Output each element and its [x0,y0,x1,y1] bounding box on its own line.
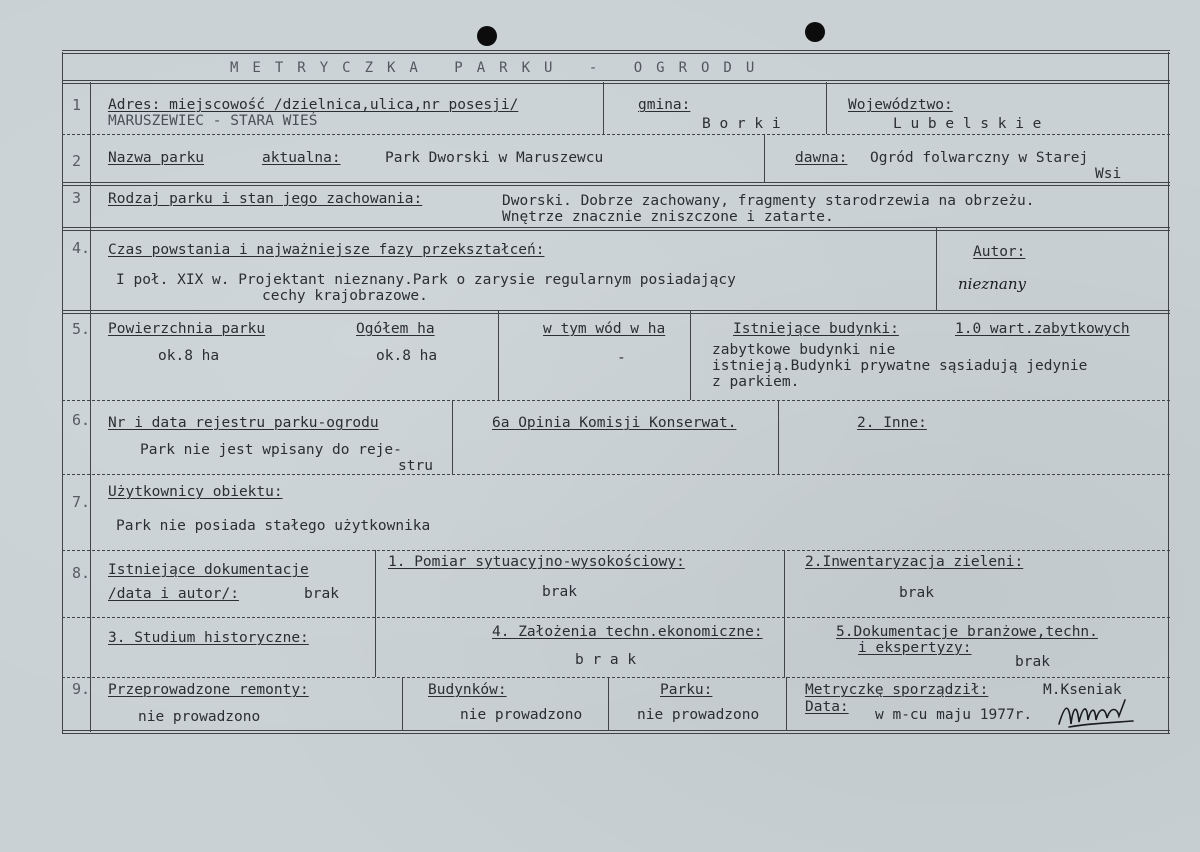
row-number-2: 2 [72,152,82,170]
r4-divider [936,228,937,310]
date-value: w m-cu maju 1977r. [875,707,1033,723]
voivodeship-value: L u b e l s k i e [893,116,1042,132]
rule-row2 [62,182,1170,186]
row-number-5: 5. [72,320,91,338]
park-type-value: Dworski. Dobrze zachowany, fragmenty starodrzewia na obrzeżu. [502,193,1035,209]
former-name-value-cont: Wsi [1095,166,1122,182]
origin-value: I poł. XIX w. Projektant nieznany.Park o zarysie regularnym posiadający [116,272,736,288]
punch-hole-left [477,26,497,46]
rule-row5 [62,400,1170,401]
branch-docs-value: brak [1015,654,1050,670]
buildings-label: Istniejące budynki: [733,321,899,337]
greenery-inventory-label: 2.Inwentaryzacja zieleni: [805,554,1024,570]
area-value: ok.8 ha [158,348,220,364]
survey-value: brak [542,584,577,600]
area-label: Powierzchnia parku [108,321,266,337]
park-type-value-cont: Wnętrze znacznie zniszczone i zatarte. [502,209,834,225]
row-number-7: 7. [72,493,91,511]
park-type-label: Rodzaj parku i stan jego zachowania: [108,191,423,207]
r8-divider-2 [784,550,785,677]
former-name-label: dawna: [795,150,848,166]
register-value-cont: stru [398,458,433,474]
current-name-value: Park Dworski w Maruszewcu [385,150,604,166]
origin-value-cont: cechy krajobrazowe. [262,288,428,304]
r1-divider-2 [826,82,827,134]
date-label: Data: [805,699,849,715]
r5-divider-1 [498,310,499,400]
economic-plan-label: 4. Założenia techn.ekonomiczne: [492,624,763,640]
rule-row7 [62,550,1170,551]
rule-top [62,50,1170,54]
rule-row6 [62,474,1170,475]
rule-row4 [62,310,1170,314]
documentation-value: brak [304,586,339,602]
current-name-label: aktualna: [262,150,341,166]
repairs-value: nie prowadzono [138,709,261,725]
prepared-by-value: M.Kseniak [1043,682,1122,698]
origin-label: Czas powstania i najważniejsze fazy przekształceń: [108,242,545,258]
row-number-9: 9. [72,680,91,698]
border-left [62,52,63,734]
border-right [1168,52,1169,734]
r5-divider-2 [690,310,691,400]
total-label: Ogółem ha [356,321,435,337]
register-label: Nr i data rejestru parku-ogrodu [108,415,379,431]
rule-row1 [62,134,1170,135]
users-value: Park nie posiada stałego użytkownika [116,518,431,534]
row-number-4: 4. [72,239,91,257]
r6-divider-2 [778,400,779,474]
buildings-repairs-label: Budynków: [428,682,507,698]
rule-row3 [62,227,1170,231]
r6-divider-1 [452,400,453,474]
author-label: Autor: [973,244,1026,260]
users-label: Użytkownicy obiektu: [108,484,283,500]
punch-hole-right [805,22,825,42]
park-name-label: Nazwa parku [108,150,205,166]
document-title: METRYCZKA PARKU - OGRODU [230,60,769,76]
rule-row8a [62,617,1170,618]
r9-divider-2 [608,677,609,730]
row-number-6: 6. [72,411,91,429]
author-value: nieznany [958,275,1026,293]
row-number-8: 8. [72,564,91,582]
commission-opinion-label: 6a Opinia Komisji Konserwat. [492,415,737,431]
address-value: MARUSZEWIEC - STARA WIEŚ [108,113,318,129]
rule-row8b [62,677,1170,678]
buildings-count: 1.0 wart.zabytkowych [955,321,1130,337]
prepared-by-label: Metryczkę sporządził: [805,682,989,698]
rule-bottom [62,730,1170,734]
number-column-line [90,82,91,732]
economic-plan-value: b r a k [575,652,637,668]
park-repairs-label: Parku: [660,682,713,698]
buildings-value-1: zabytkowe budynki nie [712,342,896,358]
r9-divider-1 [402,677,403,730]
signature-mark [1055,694,1145,734]
total-value: ok.8 ha [376,348,438,364]
buildings-value-3: z parkiem. [712,374,800,390]
greenery-inventory-value: brak [899,585,934,601]
row-number-1: 1 [72,96,82,114]
r9-divider-3 [786,677,787,730]
r1-divider-1 [603,82,604,134]
r2-divider [764,134,765,182]
gmina-label: gmina: [638,97,691,113]
row-number-3: 3 [72,189,82,207]
register-value: Park nie jest wpisany do reje- [140,442,402,458]
former-name-value: Ogród folwarczny w Starej [870,150,1089,166]
rule-under-title [62,80,1170,84]
gmina-value: B o r k i [702,116,781,132]
address-label: Adres: miejscowość /dzielnica,ulica,nr posesji/ [108,97,519,113]
voivodeship-label: Województwo: [848,97,953,113]
park-repairs-value: nie prowadzono [637,707,760,723]
branch-docs-label-cont: i ekspertyzy: [858,640,972,656]
documentation-label-cont: /data i autor/: [108,586,239,602]
water-value: - [617,350,626,366]
survey-label: 1. Pomiar sytuacyjno-wysokościowy: [388,554,685,570]
documentation-label: Istniejące dokumentacje [108,562,309,578]
buildings-repairs-value: nie prowadzono [460,707,583,723]
other-label: 2. Inne: [857,415,927,431]
r8-divider-1 [375,550,376,677]
repairs-label: Przeprowadzone remonty: [108,682,309,698]
water-label: w tym wód w ha [543,321,666,337]
buildings-value-2: istnieją.Budynki prywatne sąsiadują jedynie [712,358,1088,374]
historical-study-label: 3. Studium historyczne: [108,630,309,646]
branch-docs-label: 5.Dokumentacje branżowe,techn. [836,624,1098,640]
